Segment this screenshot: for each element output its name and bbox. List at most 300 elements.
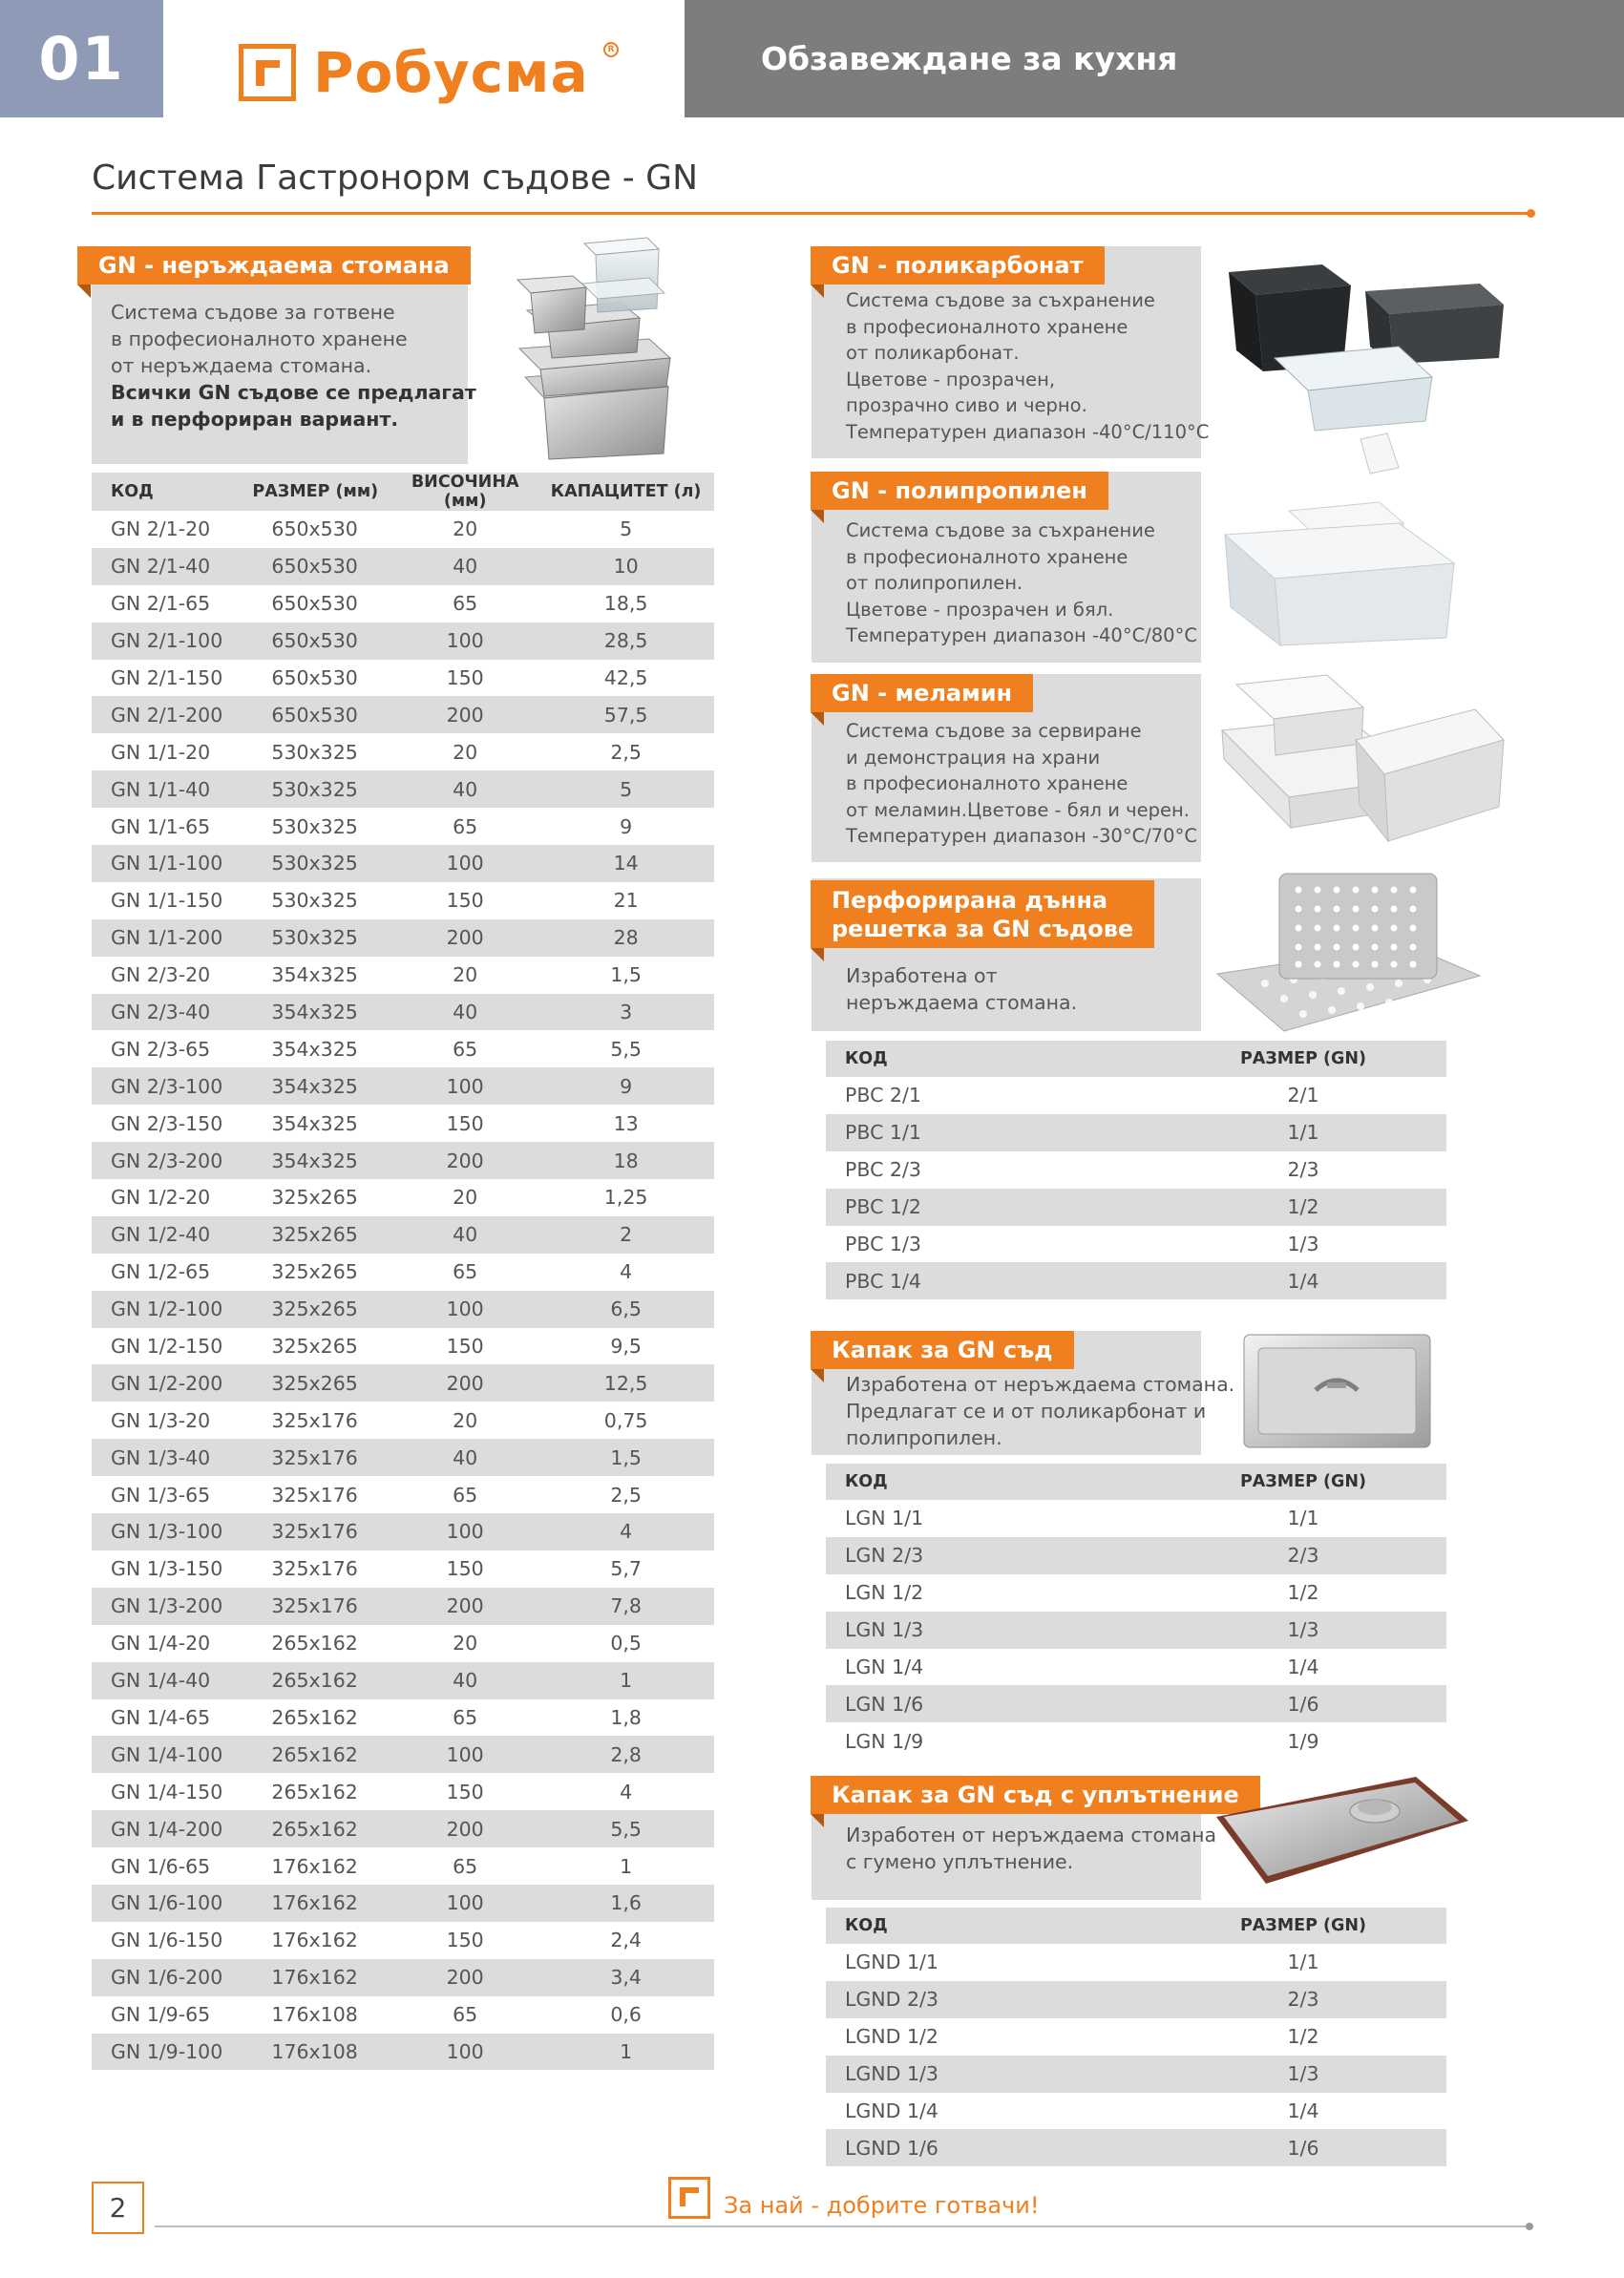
table-cell: GN 1/3-150 — [111, 1557, 223, 1581]
lid-table-row — [826, 1500, 1446, 1537]
lid-seal-tag — [811, 1776, 1260, 1814]
table-cell: 1 — [538, 1662, 714, 1699]
table-cell: 1/6 — [1160, 2129, 1446, 2166]
table-cell: 325x176 — [271, 1557, 358, 1581]
steel-tag-label: GN - неръждаема стомана — [98, 252, 450, 279]
table-cell: GN 1/4-40 — [92, 1662, 252, 1699]
table-cell: 20 — [453, 740, 478, 764]
table-cell: 176x162 — [271, 1854, 358, 1878]
melamine-desc-line: Температурен диапазон -30°C/70°C — [846, 825, 1197, 847]
steel-table-row — [92, 548, 714, 585]
table-cell: 5,7 — [610, 1557, 642, 1581]
col-header-capacity: КАПАЦИТЕТ (л) — [538, 473, 714, 511]
table-cell: GN 1/1-65 — [111, 814, 211, 838]
steel-table-row — [92, 622, 714, 660]
grid-table-row — [826, 1077, 1446, 1114]
steel-table-row — [92, 733, 714, 770]
col-header-size: РАЗМЕР (GN) — [1160, 1041, 1446, 1077]
section-number: 01 — [0, 0, 163, 117]
table-cell: 650x530 — [252, 622, 392, 660]
steel-table-row — [92, 1439, 714, 1476]
table-cell: PBC 1/3 — [845, 1233, 921, 1255]
table-cell: 1/4 — [1160, 1262, 1446, 1299]
steel-table-row — [92, 1291, 714, 1328]
table-cell: 1 — [620, 1854, 633, 1878]
table-cell: 150 — [446, 1111, 484, 1135]
col-header-code: КОД — [92, 473, 252, 511]
table-cell: GN 1/4-65 — [111, 1705, 211, 1729]
table-cell: 13 — [613, 1111, 639, 1135]
table-cell: 325x176 — [252, 1588, 392, 1625]
steel-table-row — [92, 696, 714, 733]
steel-table-row — [92, 1736, 714, 1773]
table-cell: GN 1/4-100 — [92, 1736, 252, 1773]
table-cell: 354x325 — [252, 1142, 392, 1179]
polypropylene-desc-line: Температурен диапазон -40°C/80°C — [846, 624, 1197, 646]
table-cell: GN 1/6-150 — [111, 1929, 223, 1952]
steel-table-row — [92, 660, 714, 697]
table-cell: 4 — [538, 1513, 714, 1550]
table-cell: GN 2/3-100 — [92, 1067, 252, 1105]
table-cell: 65 — [453, 814, 478, 838]
table-cell: 265x162 — [252, 1736, 392, 1773]
polycarbonate-desc-line: Система съдове за съхранение — [846, 289, 1155, 311]
steel-desc-bold: и в перфориран вариант. — [111, 408, 399, 431]
steel-table — [92, 473, 714, 2070]
table-cell: 650x530 — [252, 696, 392, 733]
table-cell: 40 — [392, 1216, 538, 1254]
table-cell: GN 1/3-65 — [111, 1483, 211, 1507]
table-cell: 2,8 — [538, 1736, 714, 1773]
table-cell: 57,5 — [538, 696, 714, 733]
steel-table-row — [92, 1922, 714, 1959]
col-header-size: РАЗМЕР (мм) — [252, 473, 392, 511]
grid-table-row — [826, 1114, 1446, 1151]
table-cell: 176x108 — [252, 2034, 392, 2071]
steel-table-row — [92, 994, 714, 1031]
table-cell: 1/1 — [1287, 1951, 1319, 1974]
table-cell: 1/1 — [1287, 1507, 1319, 1530]
melamine-desc-line: Система съдове за сервиране — [846, 720, 1142, 742]
table-cell: 5,5 — [610, 1037, 642, 1061]
polypropylene-tag — [811, 472, 1108, 510]
steel-table-row — [92, 1142, 714, 1179]
table-cell: 265x162 — [252, 1810, 392, 1847]
table-cell: GN 1/1-200 — [92, 919, 252, 957]
table-cell: 65 — [453, 1854, 478, 1878]
table-cell: 40 — [392, 1662, 538, 1699]
table-cell: GN 2/1-150 — [111, 666, 223, 689]
lid-seal-tag-label: Капак за GN съд с уплътнение — [832, 1782, 1239, 1808]
table-cell: 18 — [538, 1142, 714, 1179]
col-header-size: РАЗМЕР (GN) — [1160, 1908, 1446, 1944]
table-cell: 3,4 — [538, 1959, 714, 1996]
table-cell: 1/4 — [1287, 2099, 1319, 2122]
lid-tag-label: Капак за GN съд — [832, 1337, 1053, 1363]
table-cell: 150 — [446, 666, 484, 689]
table-cell: GN 1/2-200 — [92, 1364, 252, 1402]
table-cell: 40 — [392, 770, 538, 808]
lid-table-row — [826, 1612, 1446, 1649]
lid-seal-description — [846, 1822, 1216, 1875]
table-cell: GN 1/3-40 — [92, 1439, 252, 1476]
table-cell: GN 1/3-20 — [111, 1408, 211, 1432]
table-cell: 0,75 — [603, 1408, 648, 1432]
steel-table-row — [92, 1699, 714, 1737]
grid-desc-line: неръждаема стомана. — [846, 991, 1078, 1014]
polycarbonate-desc-line: в професионалното хранене — [846, 315, 1128, 338]
brand-logo — [239, 42, 589, 103]
steel-table-row — [92, 1847, 714, 1885]
table-cell: GN 1/1-20 — [111, 740, 211, 764]
melamine-tag-label: GN - меламин — [832, 680, 1013, 707]
lid-seal-table-header — [826, 1908, 1446, 1944]
polypropylene-desc-line: Цветове - прозрачен и бял. — [846, 598, 1114, 621]
table-cell: 65 — [453, 1260, 478, 1284]
table-cell: 200 — [392, 1810, 538, 1847]
table-cell: GN 1/6-200 — [92, 1959, 252, 1996]
table-cell: 1/2 — [1287, 2025, 1319, 2049]
polycarbonate-desc-line: Цветове - прозрачен, — [846, 368, 1056, 390]
table-cell: 5,5 — [538, 1810, 714, 1847]
table-cell: 65 — [453, 1037, 478, 1061]
col-header-size: РАЗМЕР (GN) — [1160, 1464, 1446, 1500]
table-cell: 100 — [392, 622, 538, 660]
table-cell: GN 1/3-200 — [92, 1588, 252, 1625]
table-cell: 4 — [620, 1780, 633, 1803]
table-cell: LGND 1/2 — [845, 2025, 939, 2049]
table-cell: PBC 1/1 — [826, 1114, 1160, 1151]
col-header-code: КОД — [826, 1908, 1160, 1944]
table-cell: LGN 1/3 — [826, 1612, 1160, 1649]
steel-table-row — [92, 2034, 714, 2071]
polycarbonate-tag-label: GN - поликарбонат — [832, 252, 1084, 279]
footer-slogan: За най - добрите готвачи! — [724, 2192, 1040, 2219]
table-cell: 176x162 — [271, 1929, 358, 1952]
table-cell: 176x162 — [252, 1885, 392, 1922]
table-cell: 14 — [538, 845, 714, 882]
table-cell: 200 — [392, 919, 538, 957]
steel-table-row — [92, 1030, 714, 1067]
title-divider — [92, 212, 1533, 215]
table-cell: 2 — [538, 1216, 714, 1254]
table-cell: LGND 1/3 — [826, 2056, 1160, 2093]
table-cell: 20 — [453, 1632, 478, 1656]
table-cell: GN 1/4-200 — [92, 1810, 252, 1847]
grid-tag — [811, 880, 1154, 948]
steel-table-header — [92, 473, 714, 511]
steel-table-row — [92, 511, 714, 548]
lid-seal-table-row — [826, 2093, 1446, 2130]
table-cell: 100 — [392, 1736, 538, 1773]
steel-table-row — [92, 1067, 714, 1105]
table-cell: 325x176 — [252, 1439, 392, 1476]
lid-seal-table-row — [826, 2018, 1446, 2056]
lid-image — [1239, 1327, 1435, 1456]
table-cell: 5 — [538, 770, 714, 808]
steel-table-row — [92, 882, 714, 919]
table-cell: 3 — [538, 994, 714, 1031]
table-cell: LGN 1/1 — [845, 1507, 924, 1530]
table-cell: 1/3 — [1287, 1233, 1319, 1255]
table-cell: 265x162 — [271, 1705, 358, 1729]
table-cell: 40 — [392, 994, 538, 1031]
table-cell: PBC 1/2 — [826, 1189, 1160, 1226]
polypropylene-desc-line: от полипропилен. — [846, 572, 1023, 594]
sealed-lid-image — [1211, 1771, 1473, 1900]
polycarbonate-desc-line: Температурен диапазон -40°C/110°C — [846, 420, 1210, 443]
table-cell: 1,5 — [538, 1439, 714, 1476]
table-cell: 265x162 — [271, 1632, 358, 1656]
table-cell: 325x265 — [252, 1291, 392, 1328]
category-title: Обзавеждане за кухня — [685, 0, 1624, 117]
steel-table-row — [92, 1105, 714, 1142]
polycarbonate-description — [846, 287, 1209, 445]
grid-table — [826, 1041, 1446, 1299]
table-cell: GN 1/2-150 — [111, 1335, 223, 1359]
table-cell: 354x325 — [252, 1067, 392, 1105]
table-cell: 12,5 — [538, 1364, 714, 1402]
table-cell: GN 2/3-20 — [111, 963, 211, 987]
table-cell: LGN 1/9 — [845, 1729, 924, 1753]
table-cell: 9,5 — [610, 1335, 642, 1359]
table-cell: 150 — [446, 889, 484, 913]
grid-description — [846, 962, 1077, 1016]
grid-table-row — [826, 1151, 1446, 1189]
table-cell: 1/3 — [1160, 1612, 1446, 1649]
table-cell: 20 — [453, 963, 478, 987]
table-cell: 42,5 — [603, 666, 648, 689]
registered-mark: R — [603, 42, 619, 57]
table-cell: 325x176 — [252, 1513, 392, 1550]
lid-table-row — [826, 1685, 1446, 1722]
lid-desc-line: Предлагат се и от поликарбонат и — [846, 1400, 1207, 1423]
table-cell: GN 1/1-40 — [92, 770, 252, 808]
polycarbonate-desc-line: прозрачно сиво и черно. — [846, 394, 1087, 416]
steel-table-row — [92, 770, 714, 808]
brand-logo-icon — [239, 44, 296, 101]
table-cell: 354x325 — [271, 963, 358, 987]
steel-table-row — [92, 919, 714, 957]
lid-table — [826, 1464, 1446, 1760]
table-cell: 650x530 — [271, 517, 358, 541]
col-header-code: КОД — [826, 1041, 1160, 1077]
table-cell: GN 1/2-40 — [92, 1216, 252, 1254]
polypropylene-tag-label: GN - полипропилен — [832, 477, 1088, 504]
table-cell: 40 — [392, 548, 538, 585]
table-cell: 530x325 — [271, 889, 358, 913]
table-cell: 1,8 — [610, 1705, 642, 1729]
lid-seal-desc-line: Изработен от неръждаема стомана — [846, 1824, 1217, 1846]
table-cell: 2,4 — [610, 1929, 642, 1952]
table-cell: 200 — [392, 1588, 538, 1625]
lid-table-row — [826, 1722, 1446, 1760]
lid-seal-table-row — [826, 1981, 1446, 2018]
table-cell: 200 — [392, 1959, 538, 1996]
melamine-desc-line: в професионалното хранене — [846, 772, 1128, 794]
melamine-trays-image — [1213, 664, 1508, 869]
steel-tag — [77, 246, 471, 285]
steel-desc-line: Система съдове за готвене — [111, 301, 395, 324]
table-cell: 1/4 — [1287, 1656, 1319, 1678]
table-cell: 0,6 — [610, 2003, 642, 2027]
table-cell: 100 — [392, 1067, 538, 1105]
table-cell: GN 2/3-150 — [111, 1111, 223, 1135]
table-cell: GN 1/2-65 — [111, 1260, 211, 1284]
table-cell: GN 1/6-65 — [111, 1854, 211, 1878]
steel-table-row — [92, 1254, 714, 1291]
table-cell: GN 2/1-20 — [111, 517, 211, 541]
table-cell: 530x325 — [252, 919, 392, 957]
table-cell: GN 1/2-20 — [111, 1186, 211, 1210]
lid-seal-table-row — [826, 2056, 1446, 2093]
lid-seal-table — [826, 1908, 1446, 2166]
table-cell: 2/3 — [1287, 1158, 1319, 1182]
lid-desc-line: Изработена от неръждаема стомана. — [846, 1373, 1235, 1396]
table-cell: 176x108 — [271, 2003, 358, 2027]
steel-table-row — [92, 1476, 714, 1513]
steel-table-row — [92, 1550, 714, 1588]
table-cell: GN 1/3-100 — [92, 1513, 252, 1550]
table-cell: LGN 1/4 — [845, 1656, 924, 1678]
page-number: 2 — [92, 2182, 144, 2234]
table-cell: GN 2/3-65 — [111, 1037, 211, 1061]
steel-table-row — [92, 1959, 714, 1996]
table-cell: GN 2/3-40 — [92, 994, 252, 1031]
table-cell: 20 — [453, 517, 478, 541]
perforated-grid-image — [1208, 869, 1485, 1036]
steel-table-row — [92, 845, 714, 882]
table-cell: 325x176 — [271, 1408, 358, 1432]
table-cell: 325x265 — [271, 1186, 358, 1210]
steel-table-row — [92, 1216, 714, 1254]
table-cell: 650x530 — [271, 592, 358, 616]
table-cell: 200 — [392, 1142, 538, 1179]
table-cell: 325x176 — [271, 1483, 358, 1507]
grid-table-row — [826, 1262, 1446, 1299]
melamine-description — [846, 718, 1197, 850]
polycarbonate-tag — [811, 246, 1105, 285]
table-cell: 150 — [446, 1780, 484, 1803]
table-cell: 28 — [538, 919, 714, 957]
lid-table-row — [826, 1574, 1446, 1612]
polypropylene-description — [846, 517, 1197, 649]
table-cell: 1,6 — [538, 1885, 714, 1922]
table-cell: GN 1/4-20 — [111, 1632, 211, 1656]
table-cell: 9 — [538, 1067, 714, 1105]
steel-table-row — [92, 1996, 714, 2034]
steel-table-row — [92, 1364, 714, 1402]
table-cell: 28,5 — [538, 622, 714, 660]
table-cell: 1/6 — [1160, 1685, 1446, 1722]
lid-table-header — [826, 1464, 1446, 1500]
table-cell: LGND 1/1 — [845, 1951, 939, 1974]
grid-table-row — [826, 1226, 1446, 1263]
table-cell: 2,5 — [610, 1483, 642, 1507]
table-cell: 2/3 — [1160, 1537, 1446, 1574]
table-cell: 100 — [392, 1885, 538, 1922]
steel-table-row — [92, 1513, 714, 1550]
lid-table-row — [826, 1537, 1446, 1574]
polypropylene-desc-line: в професионалното хранене — [846, 545, 1128, 568]
table-cell: 265x162 — [252, 1662, 392, 1699]
table-cell: 0,5 — [610, 1632, 642, 1656]
lid-seal-table-row — [826, 1944, 1446, 1981]
title-divider-dot — [1527, 209, 1535, 218]
lid-tag — [811, 1331, 1074, 1369]
table-cell: 200 — [392, 1364, 538, 1402]
table-cell: 20 — [453, 1408, 478, 1432]
table-cell: 325x265 — [252, 1364, 392, 1402]
col-header-height: ВИСОЧИНА (мм) — [392, 473, 538, 511]
grid-tag-line: решетка за GN съдове — [832, 915, 1134, 942]
table-cell: PBC 2/3 — [845, 1158, 921, 1182]
footer-divider — [155, 2225, 1529, 2227]
steel-table-row — [92, 808, 714, 845]
table-cell: 1/3 — [1160, 2056, 1446, 2093]
steel-table-row — [92, 1810, 714, 1847]
table-cell: GN 1/4-150 — [111, 1780, 223, 1803]
table-cell: LGND 1/4 — [845, 2099, 939, 2122]
table-cell: 650x530 — [271, 666, 358, 689]
table-cell: 150 — [446, 1335, 484, 1359]
table-cell: 1/1 — [1160, 1114, 1446, 1151]
table-cell: 18,5 — [603, 592, 648, 616]
table-cell: GN 2/3-200 — [92, 1142, 252, 1179]
steel-table-row — [92, 1885, 714, 1922]
table-cell: LGND 2/3 — [826, 1981, 1160, 2018]
table-cell: 100 — [392, 845, 538, 882]
lid-seal-table-row — [826, 2129, 1446, 2166]
table-cell: GN 1/9-65 — [111, 2003, 211, 2027]
steel-table-row — [92, 585, 714, 622]
steel-table-row — [92, 957, 714, 994]
polycarbonate-desc-line: от поликарбонат. — [846, 342, 1020, 364]
table-cell: 20 — [453, 1186, 478, 1210]
polycarbonate-containers-image — [1208, 243, 1513, 458]
table-cell: 4 — [620, 1260, 633, 1284]
table-cell: 5 — [620, 517, 633, 541]
table-cell: 325x265 — [252, 1216, 392, 1254]
table-cell: 530x325 — [271, 740, 358, 764]
table-cell: 1/2 — [1287, 1581, 1319, 1605]
table-cell: GN 2/1-40 — [92, 548, 252, 585]
melamine-tag — [811, 674, 1033, 712]
table-cell: 2/1 — [1287, 1084, 1319, 1107]
steel-containers-image — [506, 234, 678, 463]
lid-description — [846, 1371, 1234, 1451]
polypropylene-containers-image — [1217, 430, 1466, 654]
table-cell: 6,5 — [538, 1291, 714, 1328]
grid-tag-line: Перфорирана дънна — [832, 886, 1108, 914]
steel-description — [111, 299, 476, 432]
lid-desc-line: полипропилен. — [846, 1426, 1002, 1449]
lid-seal-desc-line: с гумено уплътнение. — [846, 1850, 1074, 1873]
table-cell: PBC 2/1 — [845, 1084, 921, 1107]
steel-desc-line: в професионалното хранене — [111, 327, 408, 350]
table-cell: GN 2/1-65 — [111, 592, 211, 616]
table-cell: 354x325 — [252, 994, 392, 1031]
table-cell: 21 — [613, 889, 639, 913]
melamine-desc-line: от меламин.Цветове - бял и черен. — [846, 798, 1190, 821]
steel-desc-line: от неръждаема стомана. — [111, 354, 372, 377]
table-cell: 650x530 — [252, 548, 392, 585]
table-cell: 1/2 — [1160, 1189, 1446, 1226]
table-cell: GN 1/1-150 — [111, 889, 223, 913]
table-cell: 7,8 — [538, 1588, 714, 1625]
table-cell: 65 — [453, 1705, 478, 1729]
steel-table-row — [92, 1662, 714, 1699]
